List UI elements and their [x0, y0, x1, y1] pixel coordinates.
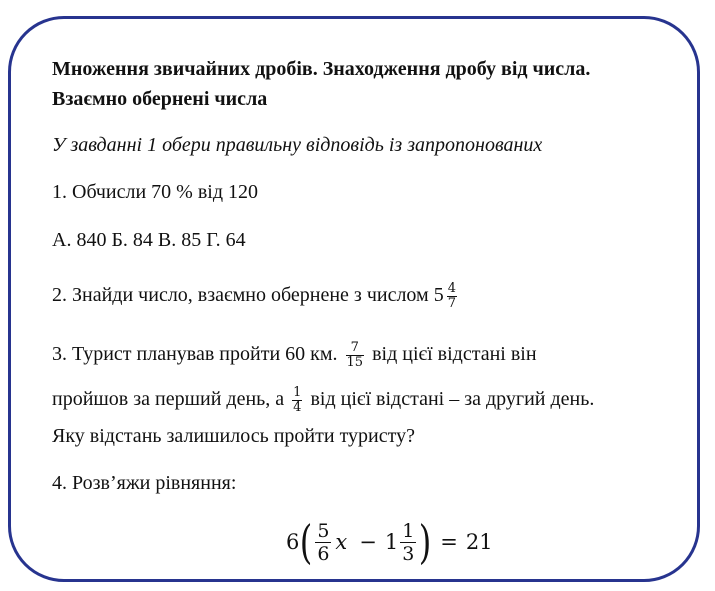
question-1-options: А. 840 Б. 84 В. 85 Г. 64 — [52, 229, 246, 251]
question-3-line-2 — [52, 386, 594, 415]
mixed-whole-part: 1 — [384, 530, 399, 554]
title-line-1: Множення звичайних дробів. Знаходження дробу від числа. — [52, 58, 591, 80]
question-2 — [52, 282, 460, 311]
fraction-denominator: 3 — [402, 542, 415, 565]
question-1: 1. Обчисли 70 % від 120 — [52, 181, 259, 203]
question-3-text-b: від цієї відстані він — [367, 343, 537, 366]
instructions: У завданні 1 обери правильну відповідь із запропонованих — [52, 134, 543, 156]
right-parenthesis: ) — [419, 515, 432, 569]
fraction-denominator: 4 — [293, 400, 302, 415]
fraction-numerator: 4 — [447, 281, 456, 296]
equation — [286, 512, 493, 572]
fraction-numerator: 1 — [293, 385, 302, 400]
equation-rhs: 21 — [465, 530, 493, 554]
equation-coefficient: 6 — [286, 530, 300, 554]
minus-sign: − — [359, 530, 377, 554]
mixed-number-fraction — [447, 282, 457, 311]
fraction-denominator: 7 — [447, 296, 456, 311]
question-4: 4. Розв’яжи рівняння: — [52, 472, 237, 494]
equation-variable: x — [335, 530, 348, 554]
equation-fraction — [315, 520, 331, 565]
question-3-text-d: від цієї відстані – за другий день. — [305, 388, 595, 411]
title-line-2: Взаємно обернені числа — [52, 88, 268, 110]
question-3-line-1 — [52, 341, 537, 370]
question-3-text-c: пройшов за перший день, а — [52, 388, 290, 411]
question-3-text-a: 3. Турист планував пройти 60 км. — [52, 343, 343, 366]
fraction-denominator: 6 — [317, 542, 330, 565]
fraction-one-quarter — [292, 386, 302, 415]
equals-sign: = — [440, 530, 458, 554]
fraction-seven-fifteenths — [346, 341, 365, 370]
fraction-denominator: 15 — [346, 355, 364, 370]
mixed-fraction — [400, 520, 416, 565]
fraction-numerator: 5 — [317, 519, 330, 542]
question-2-text: 2. Знайди число, взаємно обернене з числом 5 — [52, 284, 444, 307]
left-parenthesis: ( — [300, 515, 313, 569]
fraction-numerator: 7 — [346, 341, 365, 356]
question-3-line-3: Яку відстань залишилось пройти туристу? — [52, 425, 415, 447]
fraction-numerator: 1 — [402, 519, 415, 542]
